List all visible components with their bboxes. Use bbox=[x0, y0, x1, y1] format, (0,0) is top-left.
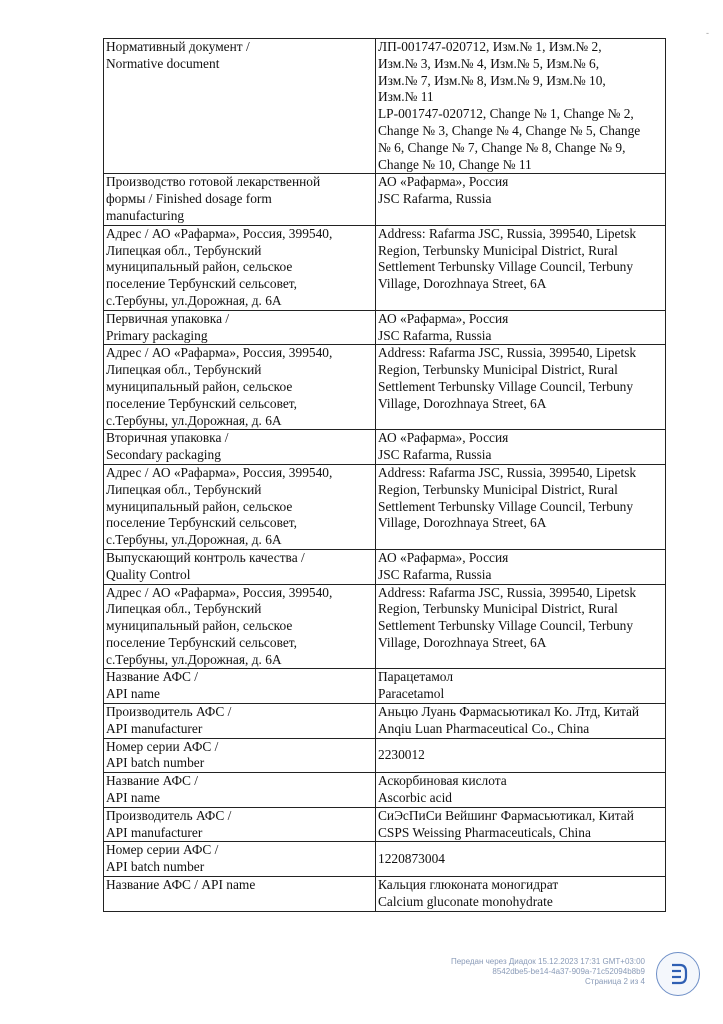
row-label-line: муниципальный район, сельское bbox=[106, 618, 293, 634]
row-label-line: Производитель АФС / bbox=[106, 807, 232, 823]
row-label-line: Secondary packaging bbox=[106, 447, 221, 463]
row-value-cell bbox=[376, 39, 666, 174]
row-label-cell bbox=[104, 842, 376, 877]
row-value-line: Village, Dorozhnaya Street, 6A bbox=[378, 276, 547, 292]
row-label-cell bbox=[104, 807, 376, 842]
table-row bbox=[104, 877, 666, 912]
row-label-line: Вторичная упаковка / bbox=[106, 430, 229, 446]
table-row bbox=[104, 549, 666, 584]
row-label-line: с.Тербуны, ул.Дорожная, д. 6А bbox=[106, 651, 282, 667]
row-value-line: АО «Рафарма», Россия bbox=[378, 174, 509, 190]
stamp-line-transfer: Передан через Диадок 15.12.2023 17:31 GMT+03:00 bbox=[450, 957, 645, 966]
table-row bbox=[104, 807, 666, 842]
row-label-line: муниципальный район, сельское bbox=[106, 498, 293, 514]
row-value-line: Region, Terbunsky Municipal District, Rural bbox=[378, 481, 618, 497]
row-value-cell bbox=[376, 310, 666, 345]
row-label-line: Адрес / АО «Рафарма», Россия, 399540, bbox=[106, 584, 333, 600]
row-value-line: Address: Rafarma JSC, Russia, 399540, Lipetsk bbox=[378, 345, 637, 361]
row-label-line: с.Тербуны, ул.Дорожная, д. 6А bbox=[106, 292, 282, 308]
row-label-line: Адрес / АО «Рафарма», Россия, 399540, bbox=[106, 464, 333, 480]
row-value-line: Изм.№ 3, Изм.№ 4, Изм.№ 5, Изм.№ 6, bbox=[378, 55, 600, 71]
row-value-line: Изм.№ 7, Изм.№ 8, Изм.№ 9, Изм.№ 10, bbox=[378, 72, 606, 88]
row-label-cell bbox=[104, 174, 376, 225]
table-row bbox=[104, 430, 666, 465]
row-value-line: Anqiu Luan Pharmaceutical Co., China bbox=[378, 720, 590, 736]
row-value-line: Paracetamol bbox=[378, 686, 445, 702]
row-value-line: Village, Dorozhnaya Street, 6A bbox=[378, 395, 547, 411]
row-value-line: ЛП-001747-020712, Изм.№ 1, Изм.№ 2, bbox=[378, 39, 602, 54]
corner-mark: - bbox=[706, 28, 709, 38]
row-label-line: поселение Тербунский сельсовет, bbox=[106, 276, 297, 292]
stamp-line-guid: 8542dbe5-be14-4a37-909a-71c52094b8b9 bbox=[492, 967, 645, 976]
row-value-line: Change № 10, Change № 11 bbox=[378, 156, 532, 172]
row-value-cell bbox=[376, 738, 666, 773]
row-label-cell bbox=[104, 738, 376, 773]
row-label-line: API batch number bbox=[106, 755, 205, 771]
row-value-cell bbox=[376, 773, 666, 808]
row-value-line: № 6, Change № 7, Change № 8, Change № 9, bbox=[378, 139, 626, 155]
row-label-cell bbox=[104, 225, 376, 310]
row-label-line: Название АФС / bbox=[106, 773, 199, 789]
row-value-line: Аскорбиновая кислота bbox=[378, 773, 507, 789]
row-label-line: API manufacturer bbox=[106, 720, 203, 736]
row-value-line: СиЭсПиСи Вейшинг Фармасьютикал, Китай bbox=[378, 807, 634, 823]
edo-stamp bbox=[405, 957, 645, 987]
row-value-cell bbox=[376, 225, 666, 310]
row-value-line: АО «Рафарма», Россия bbox=[378, 430, 509, 446]
row-label-line: Производитель АФС / bbox=[106, 704, 232, 720]
row-value-line: LP-001747-020712, Change № 1, Change № 2, bbox=[378, 106, 634, 122]
table-row bbox=[104, 464, 666, 549]
row-value-line: Address: Rafarma JSC, Russia, 399540, Lipetsk bbox=[378, 225, 637, 241]
row-value-cell bbox=[376, 807, 666, 842]
row-label-cell bbox=[104, 464, 376, 549]
row-value-line: Region, Terbunsky Municipal District, Rural bbox=[378, 242, 618, 258]
table-row bbox=[104, 842, 666, 877]
table-row bbox=[104, 669, 666, 704]
row-label-line: Первичная упаковка / bbox=[106, 310, 230, 326]
row-value-line: JSC Rafarma, Russia bbox=[378, 447, 492, 463]
row-value-cell bbox=[376, 174, 666, 225]
row-label-line: Липецкая обл., Тербунский bbox=[106, 362, 262, 378]
row-value-line: JSC Rafarma, Russia bbox=[378, 566, 492, 582]
row-label-line: Название АФС / API name bbox=[106, 877, 256, 893]
row-label-line: Липецкая обл., Тербунский bbox=[106, 242, 262, 258]
row-label-cell bbox=[104, 430, 376, 465]
row-label-line: Номер серии АФС / bbox=[106, 842, 219, 858]
row-label-line: Primary packaging bbox=[106, 327, 208, 343]
row-label-cell bbox=[104, 584, 376, 669]
row-label-line: Quality Control bbox=[106, 566, 191, 582]
row-value-line: Settlement Terbunsky Village Council, Terbuny bbox=[378, 618, 634, 634]
row-value-line: Region, Terbunsky Municipal District, Rural bbox=[378, 601, 618, 617]
table-row bbox=[104, 584, 666, 669]
row-label-cell bbox=[104, 310, 376, 345]
row-label-line: поселение Тербунский сельсовет, bbox=[106, 634, 297, 650]
row-label-cell bbox=[104, 877, 376, 912]
row-value-line: JSC Rafarma, Russia bbox=[378, 191, 492, 207]
row-value-line: Settlement Terbunsky Village Council, Terbuny bbox=[378, 259, 634, 275]
row-value-cell bbox=[376, 669, 666, 704]
row-label-line: manufacturing bbox=[106, 207, 185, 223]
row-label-line: с.Тербуны, ул.Дорожная, д. 6А bbox=[106, 532, 282, 548]
row-value-cell bbox=[376, 345, 666, 430]
row-value-cell bbox=[376, 430, 666, 465]
row-value-line: Village, Dorozhnaya Street, 6A bbox=[378, 515, 547, 531]
row-value-cell bbox=[376, 877, 666, 912]
row-label-line: Номер серии АФС / bbox=[106, 738, 219, 754]
row-label-line: с.Тербуны, ул.Дорожная, д. 6А bbox=[106, 412, 282, 428]
row-label-line: Название АФС / bbox=[106, 669, 199, 685]
row-value-line: Calcium gluconate monohydrate bbox=[378, 893, 553, 909]
row-label-line: Липецкая обл., Тербунский bbox=[106, 481, 262, 497]
row-value-cell bbox=[376, 549, 666, 584]
row-value-line: Парацетамол bbox=[378, 669, 453, 685]
row-value-line: Address: Rafarma JSC, Russia, 399540, Lipetsk bbox=[378, 584, 637, 600]
row-label-cell bbox=[104, 345, 376, 430]
row-value-line: Аньцю Луань Фармасьютикал Ко. Лтд, Китай bbox=[378, 704, 640, 720]
row-label-line: формы / Finished dosage form bbox=[106, 191, 272, 207]
row-value-cell bbox=[376, 704, 666, 739]
row-label-line: Нормативный документ / bbox=[106, 39, 250, 54]
row-label-line: Normative document bbox=[106, 55, 220, 71]
row-value-line: Кальция глюконата моногидрат bbox=[378, 877, 559, 893]
row-value-line: JSC Rafarma, Russia bbox=[378, 327, 492, 343]
row-label-line: Производство готовой лекарственной bbox=[106, 174, 321, 190]
table-row bbox=[104, 310, 666, 345]
row-value-line: Address: Rafarma JSC, Russia, 399540, Lipetsk bbox=[378, 464, 637, 480]
row-value-line: АО «Рафарма», Россия bbox=[378, 310, 509, 326]
row-label-cell bbox=[104, 669, 376, 704]
row-value-line: Ascorbic acid bbox=[378, 790, 452, 806]
row-value-line: Change № 3, Change № 4, Change № 5, Change bbox=[378, 122, 641, 138]
document-table bbox=[103, 38, 666, 912]
row-value-line: Settlement Terbunsky Village Council, Terbuny bbox=[378, 378, 634, 394]
table-row bbox=[104, 174, 666, 225]
row-label-cell bbox=[104, 39, 376, 174]
row-label-line: муниципальный район, сельское bbox=[106, 378, 293, 394]
row-label-cell bbox=[104, 549, 376, 584]
row-value-line: CSPS Weissing Pharmaceuticals, China bbox=[378, 824, 591, 840]
row-value-line: Region, Terbunsky Municipal District, Rural bbox=[378, 362, 618, 378]
row-label-line: поселение Тербунский сельсовет, bbox=[106, 515, 297, 531]
row-label-cell bbox=[104, 773, 376, 808]
row-label-line: муниципальный район, сельское bbox=[106, 259, 293, 275]
table-row bbox=[104, 225, 666, 310]
row-value-cell bbox=[376, 464, 666, 549]
row-label-line: API name bbox=[106, 686, 160, 702]
row-label-line: Адрес / АО «Рафарма», Россия, 399540, bbox=[106, 225, 333, 241]
row-label-line: API name bbox=[106, 790, 160, 806]
row-value-line: Settlement Terbunsky Village Council, Terbuny bbox=[378, 498, 634, 514]
table-row bbox=[104, 738, 666, 773]
row-label-line: API manufacturer bbox=[106, 824, 203, 840]
row-label-line: Адрес / АО «Рафарма», Россия, 399540, bbox=[106, 345, 333, 361]
row-value-line: Village, Dorozhnaya Street, 6A bbox=[378, 634, 547, 650]
table-row bbox=[104, 773, 666, 808]
diadoc-logo-icon bbox=[656, 952, 700, 996]
row-value-line: 1220873004 bbox=[378, 850, 445, 866]
stamp-line-page: Страница 2 из 4 bbox=[585, 977, 645, 986]
table-row bbox=[104, 39, 666, 174]
table-row bbox=[104, 704, 666, 739]
row-value-line: 2230012 bbox=[378, 747, 425, 763]
row-value-cell bbox=[376, 584, 666, 669]
row-value-line: Изм.№ 11 bbox=[378, 89, 434, 105]
row-value-cell bbox=[376, 842, 666, 877]
row-value-line: АО «Рафарма», Россия bbox=[378, 549, 509, 565]
row-label-line: поселение Тербунский сельсовет, bbox=[106, 395, 297, 411]
table-row bbox=[104, 345, 666, 430]
row-label-line: Выпускающий контроль качества / bbox=[106, 549, 305, 565]
row-label-cell bbox=[104, 704, 376, 739]
row-label-line: Липецкая обл., Тербунский bbox=[106, 601, 262, 617]
row-label-line: API batch number bbox=[106, 859, 205, 875]
